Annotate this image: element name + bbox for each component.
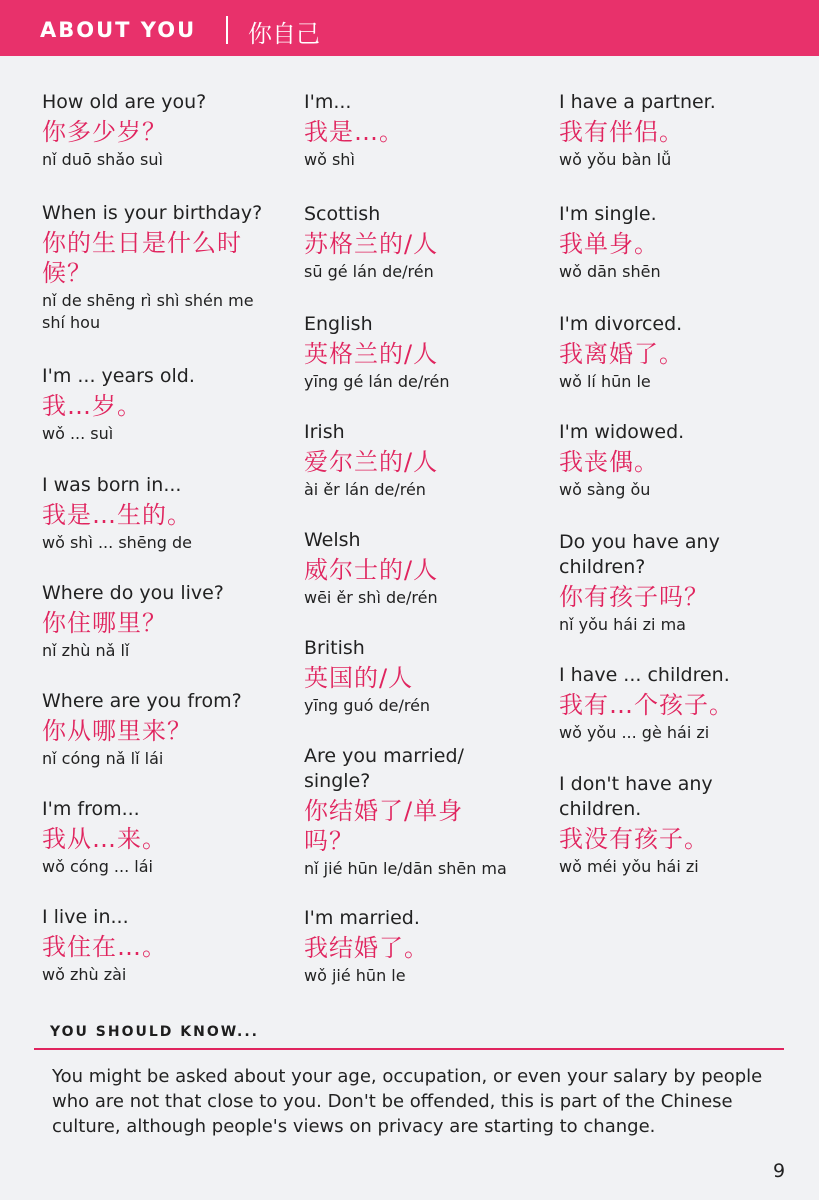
chinese-phrase: 我没有孩子。 (559, 825, 709, 853)
phrase-entry (42, 905, 302, 986)
phrase-entry (304, 636, 564, 717)
english-phrase: I'm... (304, 91, 352, 113)
pinyin: wǒ lí hūn le (559, 372, 651, 391)
pinyin: nǐ zhù nǎ lǐ (42, 641, 130, 660)
chinese-phrase: 你的生日是什么时候？ (42, 229, 242, 287)
phrase-entry (42, 201, 263, 334)
english-phrase: I have a partner. (559, 91, 716, 113)
chinese-phrase: 你多少岁？ (42, 118, 167, 146)
you-should-know-heading: YOU SHOULD KNOW... (50, 1024, 259, 1040)
phrase-entry (559, 202, 819, 283)
pinyin: yīng gé lán de/rén (304, 372, 450, 391)
english-phrase: I have ... children. (559, 664, 730, 686)
chinese-phrase: 你从哪里来？ (42, 717, 192, 745)
english-phrase: Do you have any children? (559, 531, 720, 578)
english-phrase: Irish (304, 421, 345, 443)
pinyin: wǒ ... suì (42, 424, 114, 443)
chinese-phrase: 我有伴侣。 (559, 118, 684, 146)
phrase-entry (42, 364, 302, 445)
pinyin: wǒ yǒu bàn lǚ (559, 150, 672, 169)
phrase-entry (559, 772, 724, 878)
pinyin: wēi ěr shì de/rén (304, 588, 438, 607)
english-phrase: Are you married/ single? (304, 745, 464, 792)
pinyin: wǒ dān shēn (559, 262, 661, 281)
chinese-phrase: 我有…个孩子。 (559, 691, 734, 719)
pinyin: nǐ yǒu hái zi ma (559, 615, 686, 634)
english-phrase: English (304, 313, 373, 335)
english-phrase: British (304, 637, 365, 659)
chinese-phrase: 我住在…。 (42, 933, 167, 961)
phrase-entry (304, 312, 564, 393)
header-bar (0, 0, 819, 56)
phrase-entry (304, 744, 519, 880)
phrase-entry (304, 528, 564, 609)
chinese-phrase: 我结婚了。 (304, 934, 429, 962)
phrase-entry (559, 663, 819, 744)
pinyin: wǒ zhù zài (42, 965, 127, 984)
pinyin: nǐ duō shǎo suì (42, 150, 163, 169)
header-divider (226, 16, 228, 44)
phrase-entry (42, 689, 302, 770)
you-should-know-text: You might be asked about your age, occupation, or even your salary by people who are not that close to you. Don't be offended, this is part of the Chinese culture, although people's views on privacy are starting to change. (52, 1066, 763, 1137)
chinese-phrase: 我单身。 (559, 230, 659, 258)
chinese-phrase: 我是…。 (304, 118, 404, 146)
pinyin: sū gé lán de/rén (304, 262, 434, 281)
section-divider (34, 1048, 784, 1050)
phrase-entry (42, 581, 302, 662)
chinese-phrase: 你有孩子吗？ (559, 583, 709, 611)
phrase-entry (304, 906, 564, 987)
chinese-phrase: 英格兰的/人 (304, 340, 439, 368)
pinyin: nǐ cóng nǎ lǐ lái (42, 749, 164, 768)
chinese-phrase: 我丧偶。 (559, 448, 659, 476)
phrase-entry (559, 312, 819, 393)
pinyin: nǐ de shēng rì shì shén me shí hou (42, 291, 254, 332)
phrase-entry (42, 797, 302, 878)
phrase-entry (304, 420, 564, 501)
english-phrase: I'm single. (559, 203, 657, 225)
pinyin: nǐ jié hūn le/dān shēn ma (304, 859, 507, 878)
chinese-phrase: 威尔士的/人 (304, 556, 439, 584)
pinyin: yīng guó de/rén (304, 696, 431, 715)
english-phrase: Scottish (304, 203, 381, 225)
pinyin: ài ěr lán de/rén (304, 480, 426, 499)
phrase-entry (559, 90, 819, 171)
section-title-chinese: 你自己 (248, 20, 320, 48)
english-phrase: I was born in... (42, 474, 182, 496)
english-phrase: I'm from... (42, 798, 140, 820)
chinese-phrase: 我…岁。 (42, 392, 142, 420)
chinese-phrase: 我是…生的。 (42, 501, 192, 529)
pinyin: wǒ yǒu ... gè hái zi (559, 723, 710, 742)
chinese-phrase: 英国的/人 (304, 664, 414, 692)
english-phrase: Welsh (304, 529, 361, 551)
english-phrase: Where are you from? (42, 690, 242, 712)
pinyin: wǒ cóng ... lái (42, 857, 153, 876)
chinese-phrase: 你住哪里？ (42, 609, 167, 637)
english-phrase: I don't have any children. (559, 773, 713, 820)
chinese-phrase: 你结婚了/单身吗？ (304, 797, 464, 855)
pinyin: wǒ jié hūn le (304, 966, 406, 985)
english-phrase: How old are you? (42, 91, 207, 113)
english-phrase: I'm married. (304, 907, 420, 929)
pinyin: wǒ sàng ǒu (559, 480, 651, 499)
page-number: 9 (773, 1160, 786, 1182)
phrase-entry (42, 473, 302, 554)
pinyin: wǒ méi yǒu hái zi (559, 857, 699, 876)
phrase-entry (559, 420, 819, 501)
chinese-phrase: 苏格兰的/人 (304, 230, 439, 258)
pinyin: wǒ shì (304, 150, 355, 169)
phrase-entry (304, 90, 564, 171)
english-phrase: When is your birthday? (42, 202, 263, 224)
english-phrase: I live in... (42, 906, 129, 928)
english-phrase: I'm ... years old. (42, 365, 195, 387)
english-phrase: I'm divorced. (559, 313, 683, 335)
phrase-entry (559, 530, 724, 636)
section-title: ABOUT YOU (40, 18, 197, 42)
english-phrase: I'm widowed. (559, 421, 685, 443)
pinyin: wǒ shì ... shēng de (42, 533, 193, 552)
phrase-entry (304, 202, 564, 283)
chinese-phrase: 我从…来。 (42, 825, 167, 853)
english-phrase: Where do you live? (42, 582, 224, 604)
chinese-phrase: 爱尔兰的/人 (304, 448, 439, 476)
phrase-entry (42, 90, 302, 171)
chinese-phrase: 我离婚了。 (559, 340, 684, 368)
